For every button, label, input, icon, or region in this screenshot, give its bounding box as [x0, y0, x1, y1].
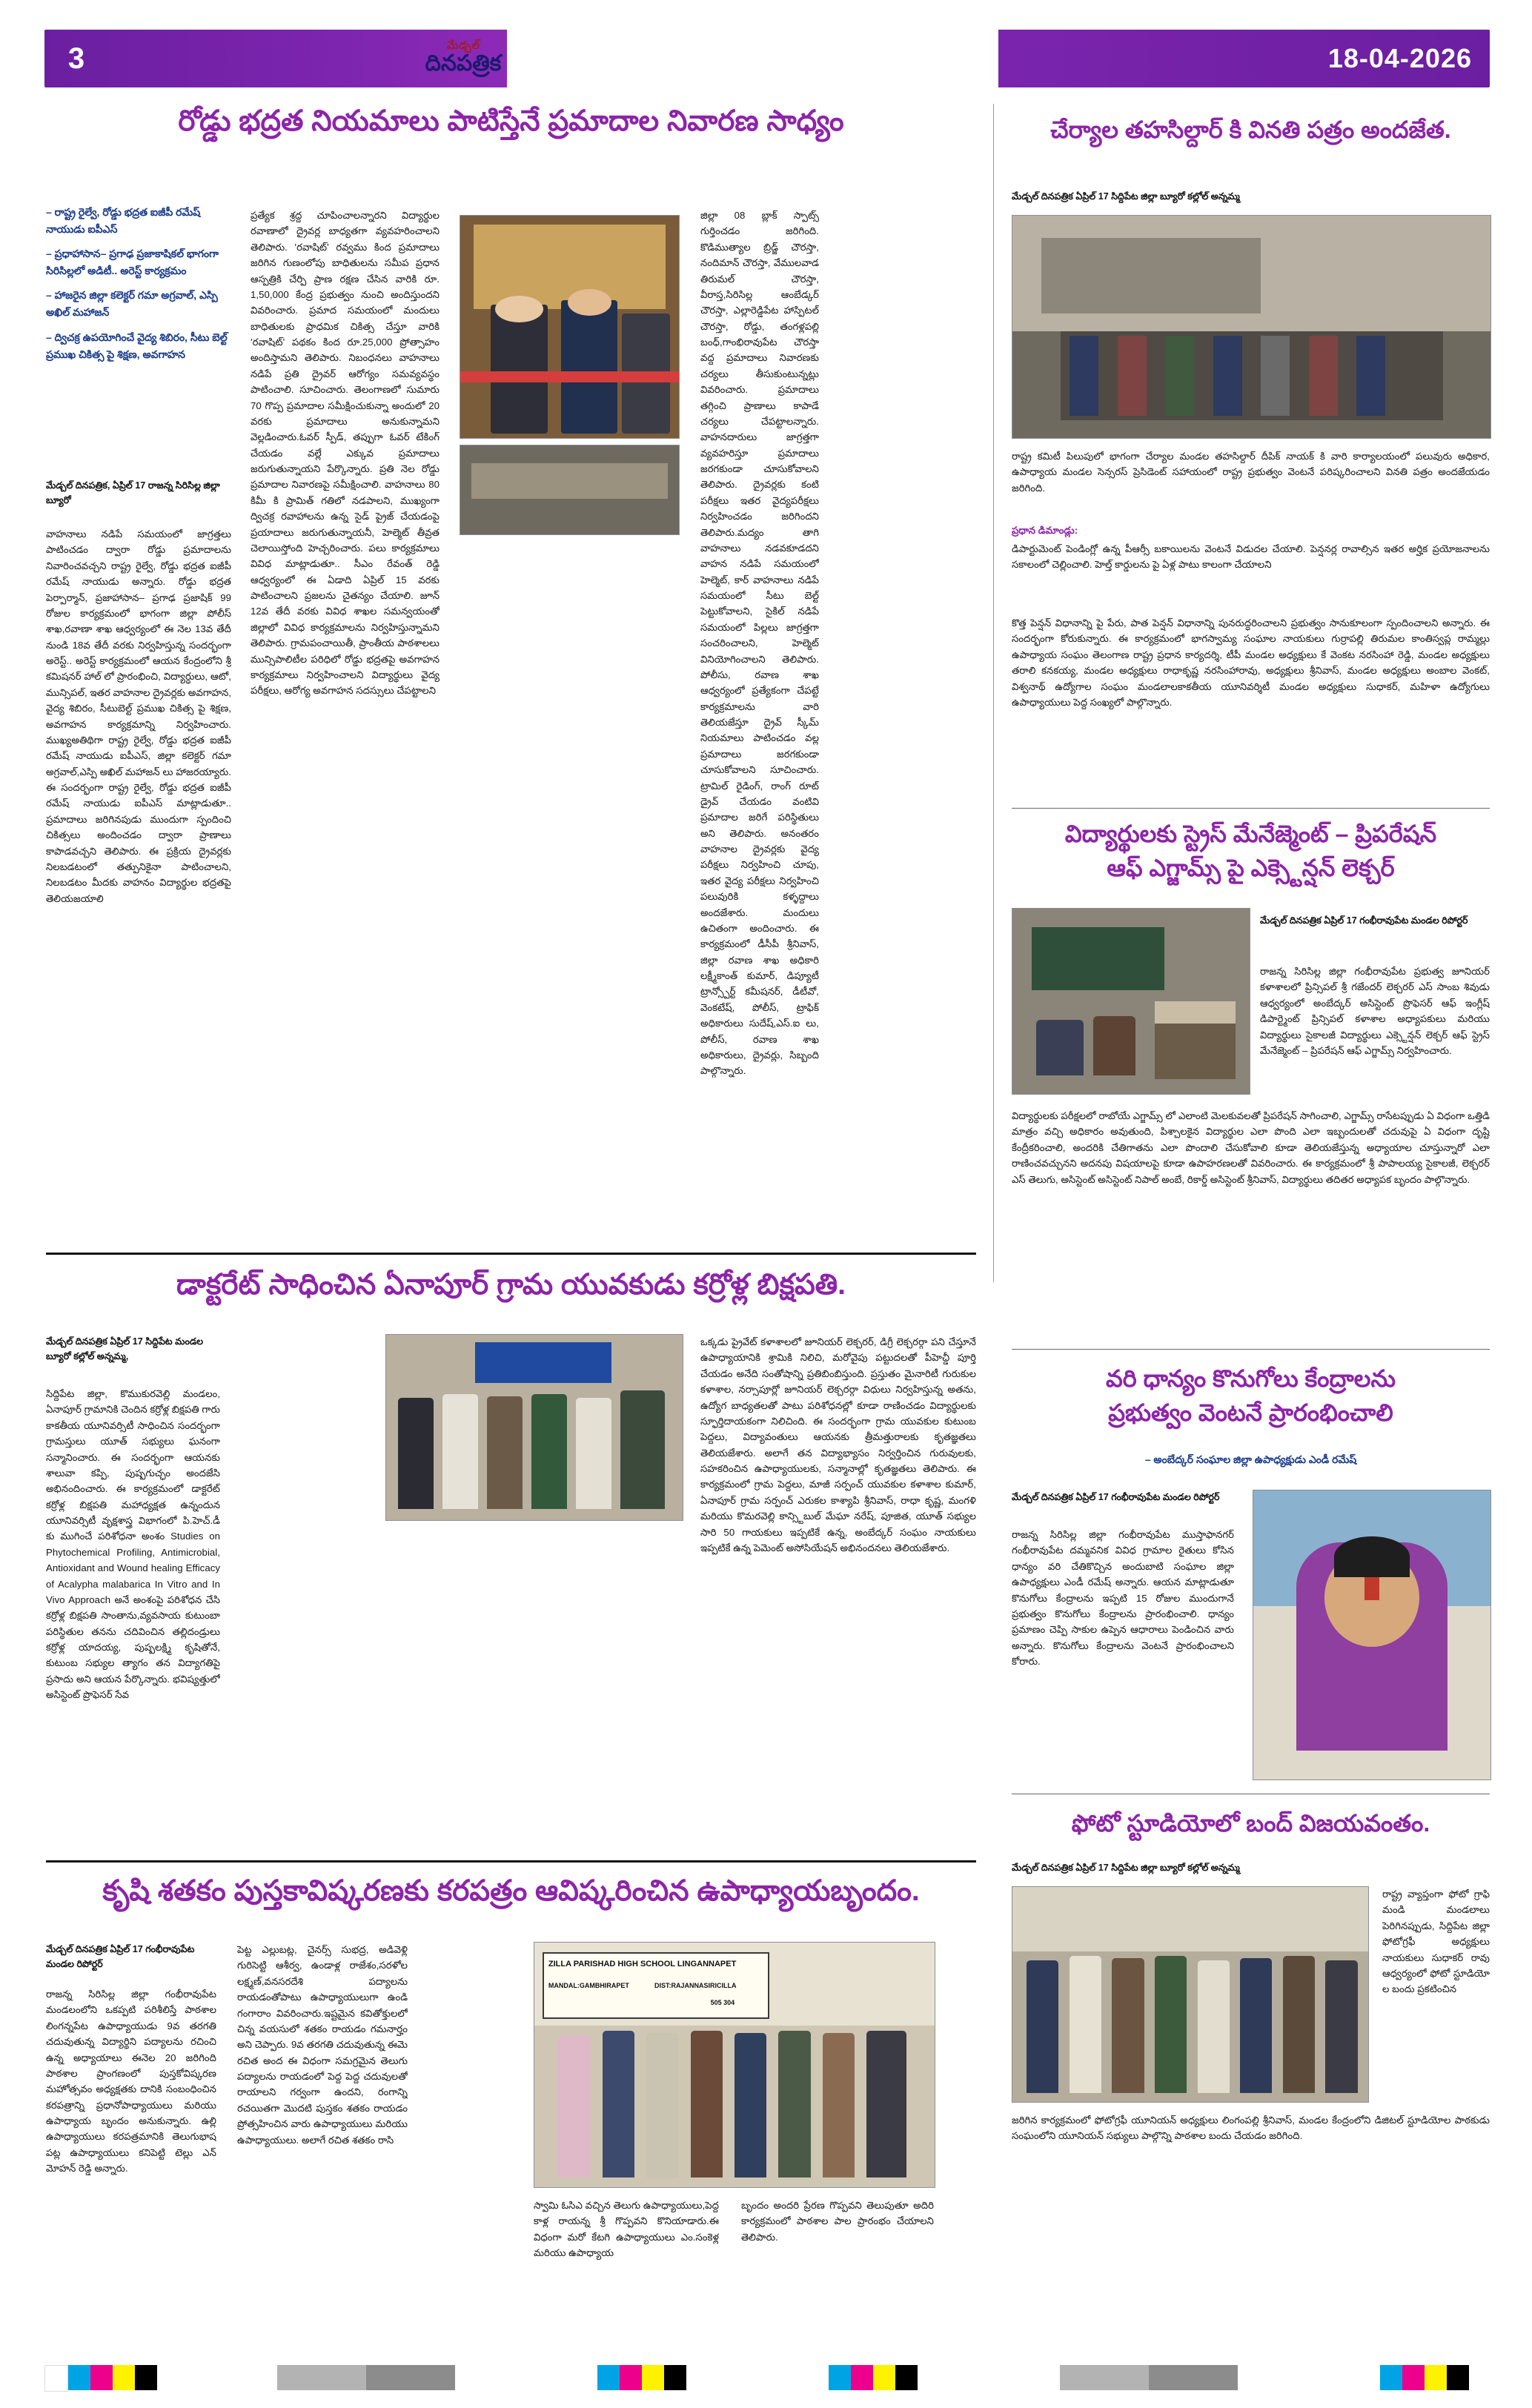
stress-headline-line-1: విద్యార్థులకు స్ట్రెస్ మేనేజ్మెంట్ – ప్రిపరేషన్ — [1064, 820, 1437, 847]
photostudio-body-2: జరిగిన కార్యక్రమంలో ఫోటోగ్రఫీ యూనియన్ అధ్యక్షులు లింగంపల్లి శ్రీనివాస్, మండల కేంద్రంలోని డిజిటల్ స్టూడియోల పాఠకుడు సంఘంలోని యూనియన్ సభ్యులు పాల్గొన్ని పాఠశాల బందు చేయడం జరిగింది. — [1012, 2115, 1490, 2142]
stress-byline: మేడ్చల్ దినపత్రిక ఏప్రిల్ 17 గంభీరావుపేట మండల రిపోర్టర్ — [1260, 915, 1468, 926]
swatch — [664, 2365, 686, 2390]
school-board-line-3: DIST:RAJANNASIRICILLA — [654, 1981, 737, 1989]
book-headline: కృషి శతకం పుస్తకావిష్కరణకు కరపత్రం ఆవిష్కరించిన ఉపాధ్యాయబృందం. — [102, 1875, 920, 1907]
lead-photo-secondary — [460, 445, 680, 535]
column-separator — [993, 104, 994, 1282]
tahasildar-photo — [1012, 215, 1491, 439]
swatch — [873, 2365, 895, 2390]
swatch — [642, 2365, 664, 2390]
page-number: 3 — [67, 42, 85, 75]
doctorate-photo — [385, 1334, 683, 1521]
book-photo-school — [534, 1942, 935, 2188]
book-column-3: బృందం అందరి ప్రేరణ గొప్పవని తెలుపుతూ అదిరి కార్యక్రమంలో పాఠశాల పాల ప్రారంభం చేయాలని తెలిపారు. — [741, 2200, 934, 2243]
swatch — [895, 2365, 918, 2390]
swatch — [1060, 2365, 1149, 2390]
color-group-4 — [829, 2365, 918, 2390]
color-group-3 — [597, 2365, 686, 2390]
stress-body-1: రాజన్న సిరిసిల్ల జిల్లా గంభీరావుపేట ప్రభుత్వ జూనియర్ కళాశాలలో ప్రిన్సిపల్ శ్రీ గజేందర్ లెక్చరర్ ఎస్ సాంబ శివుడు ఆధ్వర్యంలో అంబేద్కర్ అసిస్టెంట్ ప్రొఫెసర్ ఆఫ్ ఇంగ్లీష్ డిపార్ట్మెంట్ ప్రిన్సిపల్ కళాశాల అధ్యాపకులు మరియు విద్యార్థులు సైకాలజీ విద్యార్థులు ఎక్స్టెన్షన్ లెక్చర్ ఆఫ్ స్ట్రెస్ మేనేజ్మెంట్ – ప్రిపరేషన్ ఆఫ్ ఎగ్జామ్స్ నిర్వహించారు. — [1260, 966, 1490, 1056]
dek-line-1: – రాష్ట్ర రైల్వే, రోడ్డు భద్రత ఐజీపీ రమేష్ నాయుడు ఐపీఎస్ — [46, 206, 201, 236]
doctorate-byline: మేడ్చల్ దినపత్రిక ఏప్రిల్ 17 సిద్దిపేట మండల బ్యూరో కల్లోల్ అన్నమ్మ, — [46, 1336, 204, 1362]
book-caption-column: స్వామి ఓసిఎ వచ్చిన తెలుగు ఉపాధ్యాయులు,పెద్ద కాళ్ల రాయన్న శ్రీ గొప్పవని కొనియాడారు.ఈ విధంగా మరో కేటగి ఉపాధ్యాయులు ఎం.సంకెళ్ల మరియు ఉపాధ్యాయ — [534, 2200, 719, 2259]
lead-column-5 — [834, 208, 975, 1230]
school-board-line-2: MANDAL:GAMBHIRAPET — [548, 1981, 629, 1989]
tahasildar-body-3: కొత్త పెన్షన్ విధానాన్ని పై పేరు, పాత పెన్షన్ విధానాన్ని పునరుద్ధరించాలని ప్రభుత్వం సానుకూలంగా స్పందించాలని అన్నారు. ఈ సందర్భంగా కోరుకున్నారు. ఈ కార్యక్రమంలో భాగస్వామ్య సంఘాల నాయకులు గుర్రాపల్లి తిరుమల కాంతిస్వప్ల రామ్మల్లు ఉపాధ్యాయ సంఘం తెలంగాణ రాష్ట్ర ప్రధాన కార్యదర్శి, టీపీ మండల అధ్యక్షులు కే వెంకట నరసింహా రెడ్డి, మండల అధ్యక్షులు తరాలి కనకయ్య, మండల అధ్యక్షులు రాధాకృష్ణ నరసింహారావు, అధ్యక్షులు శ్రీనివాస్, మండల అధ్యక్షులు అంబాల వెంకట్, విశ్వనాథ్ ఉద్యోగాల సంఘం మండలాలకాకతీయ యూనివర్శిటీ మండల అధ్యక్షులు సుధాకర్, మహిళా ఉద్యోగులు ఉపాధ్యాయులు పెద్ద సంఖ్యలో పాల్గొన్నారు. — [1012, 617, 1490, 708]
school-board-line-1: ZILLA PARISHAD HIGH SCHOOL LINGANNAPET — [548, 1960, 737, 1969]
stress-headline-line-2: ఆఫ్ ఎగ్జామ్స్ పై ఎక్స్టెన్షన్ లెక్చర్ — [1107, 855, 1395, 881]
print-color-bar — [44, 2365, 1490, 2390]
color-group-2 — [277, 2365, 455, 2390]
lead-photo — [460, 215, 680, 439]
tahasildar-body-1: రాష్ట్ర కమిటీ పిలుపులో భాగంగా చేర్యాల మండల తహసిల్దార్ దీపిక్ నాయక్ కి వారి కార్యాలయంలో పలువురు అధికార, ఉపాధ్యాయ మండల సెన్సరస్ ప్రెసిడెంట్ సహాయంలో రాష్ట్ర ప్రభుత్వం వెంటనే పరిష్కరించాలని వినతి పత్రం అందజేయడం జరిగింది. — [1012, 451, 1490, 494]
masthead — [44, 30, 1490, 87]
swatch — [277, 2365, 366, 2390]
swatch — [135, 2365, 157, 2390]
tahasildar-body-2: డిపార్టుమెంట్ పెండింగ్లో ఉన్న పీఆర్సీ బకాయిలను వెంటనే విడుదల చేయాలి. పెన్షనర్ల రావాల్సిన ఇతర అర్హిక ప్రయోజనాలను సకాలంలో చెల్లించాలి. హెల్త్ కార్డులను పై ఏళ్ల పాటు కాలంగా చేయాలని — [1012, 543, 1490, 571]
swatch — [68, 2365, 90, 2390]
doctorate-column-3 — [385, 1534, 682, 1853]
photostudio-story — [1012, 1808, 1490, 1838]
issue-date: 18-04-2026 — [1327, 43, 1472, 73]
swatch — [620, 2365, 642, 2390]
school-board-line-4: 505 304 — [710, 1998, 735, 2006]
swatch — [1425, 2365, 1447, 2390]
doctorate-story — [46, 1267, 976, 1304]
lead-column-1: వాహనాలు నడిపే సమయంలో జాగ్రత్తలు పాటించడం ద్వారా రోడ్డు ప్రమాదాలను నివారించవచ్చని రాష్ట్ర రైల్వే, రోడ్డు భద్రత ఐజీపీ రమేష్ నాయుడు అన్నారు. రోడ్డు భద్రత పెర్పార్మాన్, ప్రజాహాసాన– ప్రగాఢ ప్రజాషిక్ 99 రోజుల కార్యక్రమంలో భాగంగా జిల్లా పోలీస్ శాఖ,రవాణా శాఖ ఆధ్వర్యంలో ఈ నెల 13వ తేదీ నుండి 18వ తేదీ వరకు నిర్వహిస్తున్న సందర్భంగా అరెస్ట్.. అరెస్ట్ కార్యక్రమంలో ఆయన కేంద్రంలోని శ్రీ కమిషనర్ హాల్ లో ప్రారంభించి, విద్యార్ధులు, ఆటో, మున్సిపల్, ఇతర వాహనాల ద్రైవర్లకు అవగాహన, వైద్య శిబిరం, సీటుబెల్ట్ ప్రముఖ చికిత్స పై శిక్షణ, అవగాహన కార్యక్రమాన్ని నిర్వహించారు. ముఖ్యఅతిథిగా రాష్ట్ర రైల్వే, రోడ్డు భద్రత ఐజీపీ రమేష్ నాయుడు ఐపీఎస్, జిల్లా కలెక్టర్ గమా అగ్రవాల్,ఎస్పి అఖిల్ మహాజన్ లు హాజరయ్యారు. ఈ సందర్భంగా రాష్ట్ర రైల్వే, రోడ్డు భద్రత ఐజీపీ రమేష్ నాయుడు ఐపీఎస్ మాట్లాడుతూ.. ప్రమాదాలు జరిగినపుడు ముందుగా స్పందించి చికిత్సలు అందించడం ద్వారా ప్రాణాలు కాపాడవచ్చని తెలిపారు. ఈ ప్రక్రియ ద్రైవర్లకు నిలబడటంలో తత్పునికైనా పాటించాలని, నిలబడటం మీదకు వాహనం విద్యార్థుల భద్రతపై తెలియజయాలి — [46, 528, 231, 904]
swatch — [1380, 2365, 1402, 2390]
stress-body-2: విద్యార్థులకు పరీక్షలలో రాబోయే ఎగ్జామ్స్ లో ఎలాంటి మెలకువలతో ప్రిపరేషన్ సాగించాలి, ఎగ్జామ్స్ రాసేటప్పుడు ఏ విధంగా ఒత్తిడి మాత్రం వచ్చి అధికారం అవుతుంది, పిశ్చాలకైన విద్యార్థుల ఎలా పొంది ఎలా ఇబ్బందులతో చదువుపై ఏ విధంగా దృష్టి కేంద్రీకరించాలి, అందరికి చేతిగాతను ఎలా పొందాలి చేసుకోవాలి కూడా తెలియజేస్తున్న అధ్యాయాల చూస్తున్నారో ఎలా రాణించవచ్చునని అదనపు విషయాలపై కూడా ఉపాహరణలతో వివరించారు. ఈ కార్యక్రమంలో శ్రీ పాపాలయ్య సైకాలజీ, లెక్చరర్ ఎస్ తెలుగు, అసిస్టెంట్ అసిస్టెంట్ నిపాల్ అంబే, రికార్డ్ అసిస్టెంట్ శ్రీనివాస్, విద్యార్థులు తదితర అధ్యాపక బృందం పాల్గొన్నారు. — [1012, 1110, 1490, 1185]
logo-top-text: మేడ్చల్ — [442, 40, 485, 52]
paddy-headline-line-1: వరి ధాన్యం కొనుగోలు కేంద్రాలను — [1106, 1365, 1396, 1392]
lead-column-3 — [460, 548, 678, 1230]
divider-stress — [1012, 808, 1490, 809]
paddy-byline: మేడ్చల్ దినపత్రిక ఏప్రిల్ 17 గంభీరావుపేట మండల రిపోర్టర్ — [1012, 1492, 1220, 1502]
color-group-5 — [1060, 2365, 1238, 2390]
doctorate-column-2: ఒక్కడు ప్రైవేట్ కళాశాలలో జూనియర్ లెక్చరర్, డిగ్రీ లెక్చరర్గా పని చేస్తూనే ఉపాధ్యాయానికి శ్రామికి నిలిచి, మరోవైపు పట్టుదలతో పీహెచ్డీ పూర్తి చేయడం అనేది సంతోషాన్ని ప్రతిబింబిస్తుంది. ప్రస్తుతం మైనారిటీ గురుకుల కళాశాల, నర్సాపూర్లో జూనియర్ లెక్చరర్గా విధులు నిర్వహిస్తున్న అతను, ఉద్యోగ బాధ్యతలతో పాటు పరిశోధనల్లో కూడా రాణించడం విద్యార్థులకు స్ఫూర్తిదాయకంగా నిలిచింది. ఈ సందర్భంగా గ్రామ యువకుల కుటుంబ పెద్దలు, విద్యావంతులు ఆయనకు త్రీమత్తురాలకు కృతజ్ఞతలు తెలియజేశారు. అలాగే తన విద్యాభ్యాసం నిర్వర్తించిన గురువులకు, సహకరించిన ఉపాధ్యాయులకు, సన్మానాల్లో కృతజ్ఞతలు తెలిపారు. ఈ కార్యక్రమంలో గ్రామ పెద్దలు, మాజీ సర్పంచ్ యువకుల కళాశాల కుమార్, ఏనాపూర్ గ్రామ సర్పంచ్ ఎరుకల కాశ్యాపి శ్రీనివాస్, రాధా కృష్ణ, మంగళి మరియు కొమరవెల్లి కాన్స్టిబుల్ మేఘా నరేష్, పూజిత, యూత్ సభ్యుల సారి 50 గాయకులు ఇప్పటికే ఉన్న, అంబేద్కర్ సంఘం నాయకులు ఇప్పటికే ఉన్న పెమెంట్ అసోసియేషన్ అభినందనలు తెలియజేశారు. — [700, 1336, 976, 1553]
swatch — [366, 2365, 455, 2390]
book-column-1: రాజన్న సిరిసిల్ల జిల్లా గంభీరావుపేట మండలంలోని ఒకప్పటి పరిశీలిస్తే పాఠశాల లింగన్నపేట ఉపాధ్యాయుడు 9వ తరగతి చదువుతున్న విద్యార్థిని పద్యాలను రచించి ఉన్న అధ్యాయాలు ఈనెల 20 జరిగింది పాఠశాల ప్రాంగణంలో పుస్తకోవిష్కరణ మహోత్సవం అధ్యక్షతకు దానికి సంబంధించిన కరపత్రాన్ని ప్రధానోపాధ్యాయులు మరియు ఉపాధ్యాయ బృందం అనుకున్నారు. ఉల్లి ఉపాధ్యాయులు కరపత్రమానికి తెలుగుభాష పట్ల ఉపాధ్యాయులు కనిపెట్టి టెల్లు ఎన్ మోహన్ రెడ్డి అన్నారు. — [46, 1989, 216, 2175]
newspaper-logo — [363, 34, 563, 82]
dek-line-3: – హాజరైన జిల్లా కలెక్టర్ గమా అగ్రవాల్, ఎస్పి అఖిల్ మహాజన్ — [46, 289, 218, 319]
tahasildar-demands-label: ప్రధాన డిమాండ్లు: — [1012, 525, 1078, 536]
dek-line-4: – ద్విచక్ర ఉపయోగించే వైద్య శిబిరం, సీటు బెల్ట్ ప్రముఖ చికిత్స పై శిక్షణ, అవగాహన — [46, 331, 228, 360]
swatch — [44, 2365, 68, 2392]
swatch — [851, 2365, 873, 2390]
swatch — [1149, 2365, 1238, 2390]
photostudio-photo — [1012, 1886, 1369, 2103]
paddy-subhead: – అంబేద్కర్ సంఘాల జిల్లా ఉపాధ్యక్షుడు ఎండీ రమేష్ — [1144, 1453, 1357, 1465]
photostudio-headline: ఫోటో స్టూడియోలో బంద్ విజయవంతం. — [1071, 1810, 1430, 1837]
paddy-story-headline — [1012, 1364, 1490, 1427]
lead-story — [46, 104, 976, 140]
doctorate-column-1: సిద్దిపేట జిల్లా, కొముకురవెల్లి మండలం, ఏనాపూర్ గ్రామానికి చెందిన కర్రోళ్ల బిక్షపతి గారు కాకతీయ యూనివర్సిటీ సాధించిన సందర్భంగా గ్రామస్తులు యూత్ సభ్యులు ఘనంగా సన్మానించారు. ఈ సందర్భంగా ఆయనకు శాలువా కప్పి, పుష్పగుచ్ఛం అందజేసి అభినందించారు. ఈ కార్యక్రమంలో డాక్టరేట్ కర్రోళ్ల బిక్షపతి మహాధ్యక్షత ఉన్నందున యూనివర్సిటీ వృక్షశాస్త్ర విభాగంలో పి.హెచ్.డీ కు ముగించే పరిశోధనా అంశం Studies on Phytochemical Profiling, Antimicrobial, Antioxidant and Wound healing Efficacy of Acalypha malabarica In Vitro and In Vivo Approach అనే అంశంపై పరిశోధన చేసి కర్రోళ్ల బిక్షపతి సాంతాను,వ్యవసాయ కుటుంబా పరిస్థితుల తనను చదివించిన తల్లిదండ్రులు కర్రోళ్ల యాదయ్య, పుష్పలక్ష్మి కృషితోనే, కుటుంబ సభ్యుల త్యాగం తన విద్యాగతిపై ప్రసాదు అని ఆయన పేర్కొన్నారు. భవిష్యత్తులో అసిస్టెంట్ ప్రొఫెసర్ సేవ — [46, 1388, 220, 1701]
swatch — [1402, 2365, 1425, 2390]
stress-story-headline — [1012, 819, 1490, 883]
photostudio-byline: మేడ్చల్ దినపత్రిక ఏప్రిల్ 17 సిద్దిపేట జిల్లా బ్యూరో కల్లోల్ అన్నమ్మ — [1012, 1863, 1240, 1873]
lead-headline: రోడ్డు భద్రత నియమాలు పాటిస్తేనే ప్రమాదాల నివారణ సాధ్యం — [178, 105, 844, 137]
tahasildar-story — [1012, 115, 1490, 145]
book-story — [46, 1874, 976, 1910]
stress-photo — [1012, 908, 1250, 1095]
divider-paddy — [1012, 1349, 1490, 1350]
tahasildar-byline: మేడ్చల్ దినపత్రిక ఏప్రిల్ 17 సిద్దిపేట జిల్లా బ్యూరో కల్లోల్ అన్నమ్మ — [1012, 191, 1240, 202]
lead-column-4: జిల్లా 08 బ్లాక్ స్పాట్స్ గుర్తించడం జరిగింది. కొడిముత్యాల బ్రిడ్జ్ చౌరస్తా, నందిమాన్ చౌరస్తా, వేములవాడ తిరుమల్ చౌరస్తా, వీరాస్త,సిరిసిల్ల ఆంబేడ్కర్ చౌరస్తా, ఎల్లారెడ్డిపేట హాస్పిటల్ చౌరస్తా, రోడ్డు, తంగళ్లపల్లి బంధ్,గాంభిరావుపేట చౌరస్తా వద్ద ప్రమాదాలు నివారణకు చర్యలు తీసుకుంటున్నట్లు వివరించారు. ప్రమాదాలు తగ్గించి ప్రాణాలు కాపాడే చర్యలు చేపట్టాలన్నారు. వాహనదారులు జాగ్రత్తగా వ్యవహరిస్తూ ప్రమాదాలు జరగకుండా చూసుకోవాలని తెలిపారు. ద్రైవర్లకు కంటి పరీక్షలు ఇతర వైద్యపరీక్షలు నిర్వహించడం జరిగిందని తెలిపారు.మద్యం తాగి వాహనాలు నడవకూడదని వాహన నడిపే సమయంలో హెల్మెట్, కార్ వాహనాలు నడిపే సమయంలో సీటు బెల్ట్ పెట్టుకోవాలని, సైకిల్ నడిపే సమయంలో పిల్లలు జాగ్రత్తగా సంచరించాలని, హెల్మెట్ వినియోగించాలని తెలిపారు. పోలీసు, రవాణ శాఖ ఆధ్వర్యంలో ప్రత్యేకంగా చేపట్టే కార్యక్రమాలను వారి తెలియజేస్తూ ద్రైవ్ స్కీమ్ నియమాలు పాటించడం వల్ల ప్రమాదాలు జరగకుండా చూసుకోవాలని సూచించారు. ట్రామిల్ రైడింగ్, రాంగ్ రూట్ డ్రైవ్ చేయడం వంటివి ప్రమాదాల జరిగే పరిస్థితులు అని తెలిపారు. అనంతరం వాహనాల ద్రైవర్లకు వైద్య పరీక్షలు నిర్వహించి చూపు, ఇతర వైద్య పరీక్షలు నిర్వహించి పలువురికి కళ్ళద్దాలు అందజేశారు. మందులు ఉచితంగా అందించారు. ఈ కార్యక్రమంలో డీసీపీ శ్రీనివాస్, జిల్లా రవాణ శాఖ అధికారి లక్ష్మీకాంత్ కుమార్, డిప్యూటీ ట్రాన్స్పోర్ట్ కమీషనర్, డీటీవో, వెంకటేష్, పోలీస్, ట్రాఫిక్ అధికారులు సుదేష్,ఎస్.ఐ లు, పోలీస్, రవాణ శాఖ అధికారులు, ద్రైవర్లు, సిబ్బంది పాల్గొన్నారు. — [700, 210, 819, 1077]
logo-main-text: దినపత్రిక — [425, 51, 502, 76]
swatch — [597, 2365, 620, 2390]
lead-dek — [46, 204, 231, 363]
paddy-headline-line-2: ప్రభుత్వం వెంటనే ప్రారంభించాలి — [1108, 1399, 1393, 1426]
photostudio-body-1: రాష్ట్ర వ్యాప్తంగా ఫోటో గ్రాఫి మండి మండలాలు పెరిగినప్పుడు, సిద్దిపేట జిల్లా ఫోటోగ్రఫీ అధ్యక్షులు నాయకులు సుధాకర్ రావు ఆధ్వర్యంలో ఫోటో స్టూడియో ల బందు ప్రకటించిన — [1382, 1888, 1490, 1995]
book-column-2: పెట్ట ఎల్లుబట్ల, చైనర్స్ సుభద్ర, అడివెళ్లి గురిసెట్టి ఆశీర్వ, ఉండాళ్ల రాజేశం,సరళోల లక్ష్మణ్,వనసరదేశి పద్యాలను రాయడంతోపాటు ఉపాధ్యాయులుగా ఉండి గంగారాం వివరించారు.ఇష్టమైన కవితోక్తులలో చిన్న వయసులో శతకం రాయడం గమనార్హం అని చెప్పారు. 9వ తరగతి చదువుతున్న ఈమె రచిత అంద ఈ విధంగా సమగ్రమైన తెలుగు పద్యాలను రాయడంలో పెద్ద పెద్ద చదువులతో రాయాలని గర్వంగా ఉందని, రంగాన్ని రచయితగా మొదటి పుస్తకం శతకం రాయడం ప్రోత్సహించిన వారు ఉపాధ్యాయులు మరియు ఉపాధ్యాయులు. అలాగే రచిత శతకం రాసి — [237, 1944, 408, 2146]
lead-column-2: ప్రత్యేక శ్రద్ద చూపించాలన్నారని విద్యార్థుల రవాణాలో ద్రైవర్ల బాధ్యతగా వ్యవహరించాలని తెలిపారు. 'రవాషిట్' రవ్వము కింద ప్రమాదాలు జరిగిన గుణంలోపు బాధితులను సమీప ప్రధాన ఆస్పత్రికి చేర్పి ప్రాణ రక్షణ చేసిన వారికి రూ. 1,50,000 కేంద్ర ప్రభుత్వం నుంచి అందిస్తుందని వివరించారు. ప్రమాద సమయంలో మందులు బాధితులకు ప్రాధమిక చికిత్స చేస్తూ వారికి 'రవాషిట్' పథకం కింద రూ.25,000 ప్రోత్సాహం అందిస్తామని తెలిపారు. నిబంధనలు వాహనాలు నడిపే ప్రతి ద్రైవర్ ఆరోగ్యం సమవ్యవస్థం పాటించాలి. సూచించారు. తెలంగాణలో సుమారు 70 గొప్ప ప్రమాదాల సమీక్షించుకున్నా అందులో 20 వరకు ప్రమాదాలు అనుకున్నామని వెల్లడించారు.ఓవర్ స్పీడ్, తప్పుగా ఓవర్ టేకింగ్ చేయడం వల్లే ఎక్కువ ప్రమాదాలు జరుగుతున్నాయని పేర్కొన్నారు. ప్రతి నెల రోడ్డు ప్రమాదాల నివారణపై సమీక్షించాలి. వాహనాలు 80 కిమీ కి ప్రామిత్ గతిలో నడపాలని, ముఖ్యంగా ద్విచక్ర రవాహాలను ఉన్న సైడ్ ప్రైజ్ చేయడంపై ప్రయాదాలు జరుగుతున్నాయనీ, హెల్మెట్ తీవ్రత చెలాయిస్తోంది హెచ్చరించారు. పలు కార్యక్రమాలు వివిధ మాట్లాడుతూ.. సీఎం రేవంత్ రెడ్డి ఆధ్వర్యంలో ఈ ఏడాది ఏప్రిల్ 15 వరకు పాటించాలని ప్రజలను చైతన్యం చేయాలి. జూన్ 12వ తేదీ వరకు వివిధ శాఖల సమన్వయంతో జిల్లాలో వివిధ కార్యక్రమాలను నిర్వహిస్తున్నామని తెలిపారు. గ్రామపంచాయితీ, ప్రాంతీయ పాఠశాలలు మున్సిపాలిటీల పరిధిలో రోడ్డు భద్రతపై అవగాహన కార్యక్రమాలు నిర్వహించాలని విద్యార్థులు వైద్య పరీక్షలు, ఆరోగ్య అవగాహన సదస్సులు చేపట్టాలని — [251, 210, 440, 697]
color-group-6 — [1380, 2365, 1469, 2390]
swatch — [90, 2365, 113, 2390]
dek-line-2: – ప్రధాహాసాన– ప్రగాఢ ప్రజాకాషికల్ భాగంగా సిరిసిల్లలో అడిటీ.. అరెస్ట్ కార్యక్రమం — [46, 248, 219, 277]
swatch — [829, 2365, 851, 2390]
divider-doctorate — [46, 1253, 976, 1255]
book-byline: మేడ్చల్ దినపత్రిక ఏప్రిల్ 17 గంభీరావుపేట మండల రిపోర్టర్ — [46, 1944, 195, 1970]
doctorate-headline: డాక్టరేట్ సాధించిన ఏనాపూర్ గ్రామ యువకుడు కర్రోళ్ల బిక్షపతి. — [176, 1269, 846, 1301]
swatch — [113, 2365, 135, 2390]
lead-byline: మేడ్చల్ దినపత్రిక, ఏప్రిల్ 17 రాజన్న సిరిసిల్ల జిల్లా బ్యూరో — [46, 480, 220, 506]
tahasildar-headline: చేర్యాల తహసిల్దార్ కి వినతి పత్రం అందజేత. — [1050, 116, 1451, 143]
swatch — [1447, 2365, 1469, 2390]
divider-book — [46, 1860, 976, 1863]
paddy-body: రాజన్న సిరిసిల్ల జిల్లా గంభీరావుపేట ముస్తాఫానగర్ గంభీరావుపేట దమ్మవనిక వివిధ గ్రామాల రైతులు కోసిన ధాన్యం వరి చేతికొచ్చిన అందుబాటి సంఘాల జిల్లా ఉపాధ్యక్షులు ఎండీ రమేష్ అన్నారు. ఆయన మాట్లాడుతూ కొనుగోలు కేంద్రాలను ఇప్పటి 15 రోజుల ముందుగానే ప్రభుత్వం కొనుగోలు కేంద్రాలను ప్రారంభించాలి. ధాన్యం ప్రమాణం చెప్పి సాకుల ఉప్పెన ఆధారాలు పెండించిన వారు అన్నారు. కొనుగోలు కేంద్రాలను వెంటనే ప్రారంభించాలని కోరారు. — [1012, 1529, 1234, 1667]
paddy-photo — [1253, 1490, 1491, 1780]
color-group-1 — [44, 2365, 157, 2390]
